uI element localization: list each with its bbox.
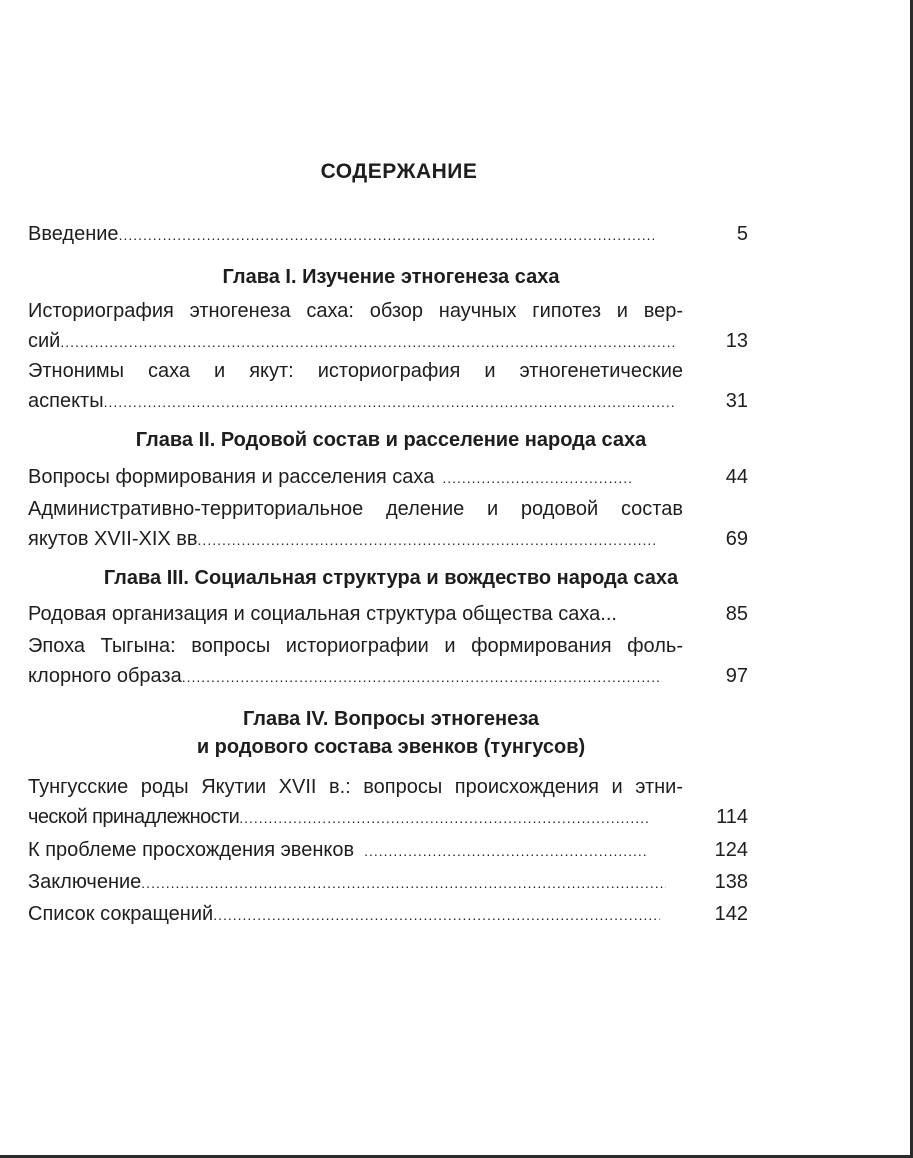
dot-leader bbox=[182, 662, 660, 692]
toc-page-number: 69 bbox=[725, 528, 748, 550]
toc-page-number: 31 bbox=[725, 390, 748, 412]
toc-entry-historiography[interactable] bbox=[28, 296, 748, 356]
toc-entry-clan-organization[interactable] bbox=[28, 599, 748, 629]
toc-entry-introduction[interactable] bbox=[28, 219, 748, 249]
dot-leader bbox=[141, 868, 666, 898]
dot-leader bbox=[104, 387, 676, 417]
toc-entry-line1: Историография этногенеза саха: обзор научных гипотез и вер- bbox=[28, 300, 683, 322]
toc-page-number: 97 bbox=[725, 665, 748, 687]
chapter-heading-1: Глава I. Изучение этногенеза саха bbox=[222, 266, 560, 288]
chapter-heading-4: Глава IV. Вопросы этногенеза bbox=[242, 708, 540, 730]
chapter-heading-2: Глава II. Родовой состав и расселение народа саха bbox=[135, 429, 647, 451]
toc-entry-text: Родовая организация и социальная структура общества саха... bbox=[28, 603, 617, 625]
toc-entry-conclusion[interactable] bbox=[28, 867, 748, 897]
toc-page-number: 114 bbox=[716, 806, 748, 828]
dot-leader bbox=[60, 327, 677, 357]
toc-entry-tygyn-era[interactable] bbox=[28, 631, 748, 691]
toc-entry-tungus-clans[interactable] bbox=[28, 772, 748, 832]
toc-entry-text: Список сокращений bbox=[28, 903, 214, 925]
toc-page-number: 142 bbox=[714, 903, 748, 925]
page-title: СОДЕРЖАНИЕ bbox=[320, 160, 478, 183]
chapter-heading-3: Глава III. Социальная структура и вождество народа саха bbox=[103, 567, 679, 589]
toc-entry-text: сий bbox=[28, 330, 61, 352]
dot-leader bbox=[119, 220, 654, 250]
toc-entry-line1: Эпоха Тыгына: вопросы историографии и формирования фоль- bbox=[28, 635, 683, 657]
toc-entry-line1: Административно-территориальное деление и родовой состав bbox=[28, 498, 683, 520]
toc-entry-text: аспекты bbox=[28, 390, 104, 412]
toc-entry-formation[interactable] bbox=[28, 462, 748, 492]
toc-entry-evenk-origin[interactable] bbox=[28, 835, 748, 865]
toc-page-number: 13 bbox=[725, 330, 748, 352]
toc-entry-text: ческой принадлежности bbox=[28, 806, 240, 828]
dot-leader bbox=[364, 836, 649, 866]
toc-entry-administrative[interactable] bbox=[28, 494, 748, 554]
chapter-heading-4-line2: и родового состава эвенков (тунгусов) bbox=[196, 736, 586, 758]
toc-entry-text: Заключение bbox=[28, 871, 142, 893]
dot-leader bbox=[198, 525, 658, 555]
toc-entry-ethnonyms[interactable] bbox=[28, 356, 748, 416]
toc-entry-text: К проблеме просхождения эвенков bbox=[28, 839, 355, 861]
toc-entry-text: якутов XVII-XIX вв bbox=[28, 528, 198, 550]
toc-page-number: 85 bbox=[725, 603, 748, 625]
toc-page-number: 138 bbox=[714, 871, 748, 893]
dot-leader bbox=[213, 900, 660, 930]
toc-entry-text: клорного образа bbox=[28, 665, 182, 687]
toc-page-number: 5 bbox=[736, 223, 748, 245]
toc-entry-line1: Тунгусские роды Якутии XVII в.: вопросы происхождения и этни- bbox=[28, 776, 683, 798]
toc-entry-text: Вопросы формирования и расселения саха bbox=[28, 466, 435, 488]
dot-leader bbox=[442, 463, 632, 493]
toc-entry-abbreviations[interactable] bbox=[28, 899, 748, 929]
toc-page-number: 44 bbox=[725, 466, 748, 488]
dot-leader bbox=[239, 803, 649, 833]
toc-entry-text: Введение bbox=[28, 223, 119, 245]
toc-entry-line1: Этнонимы саха и якут: историография и этногенетические bbox=[28, 360, 683, 382]
toc-page-number: 124 bbox=[714, 839, 748, 861]
